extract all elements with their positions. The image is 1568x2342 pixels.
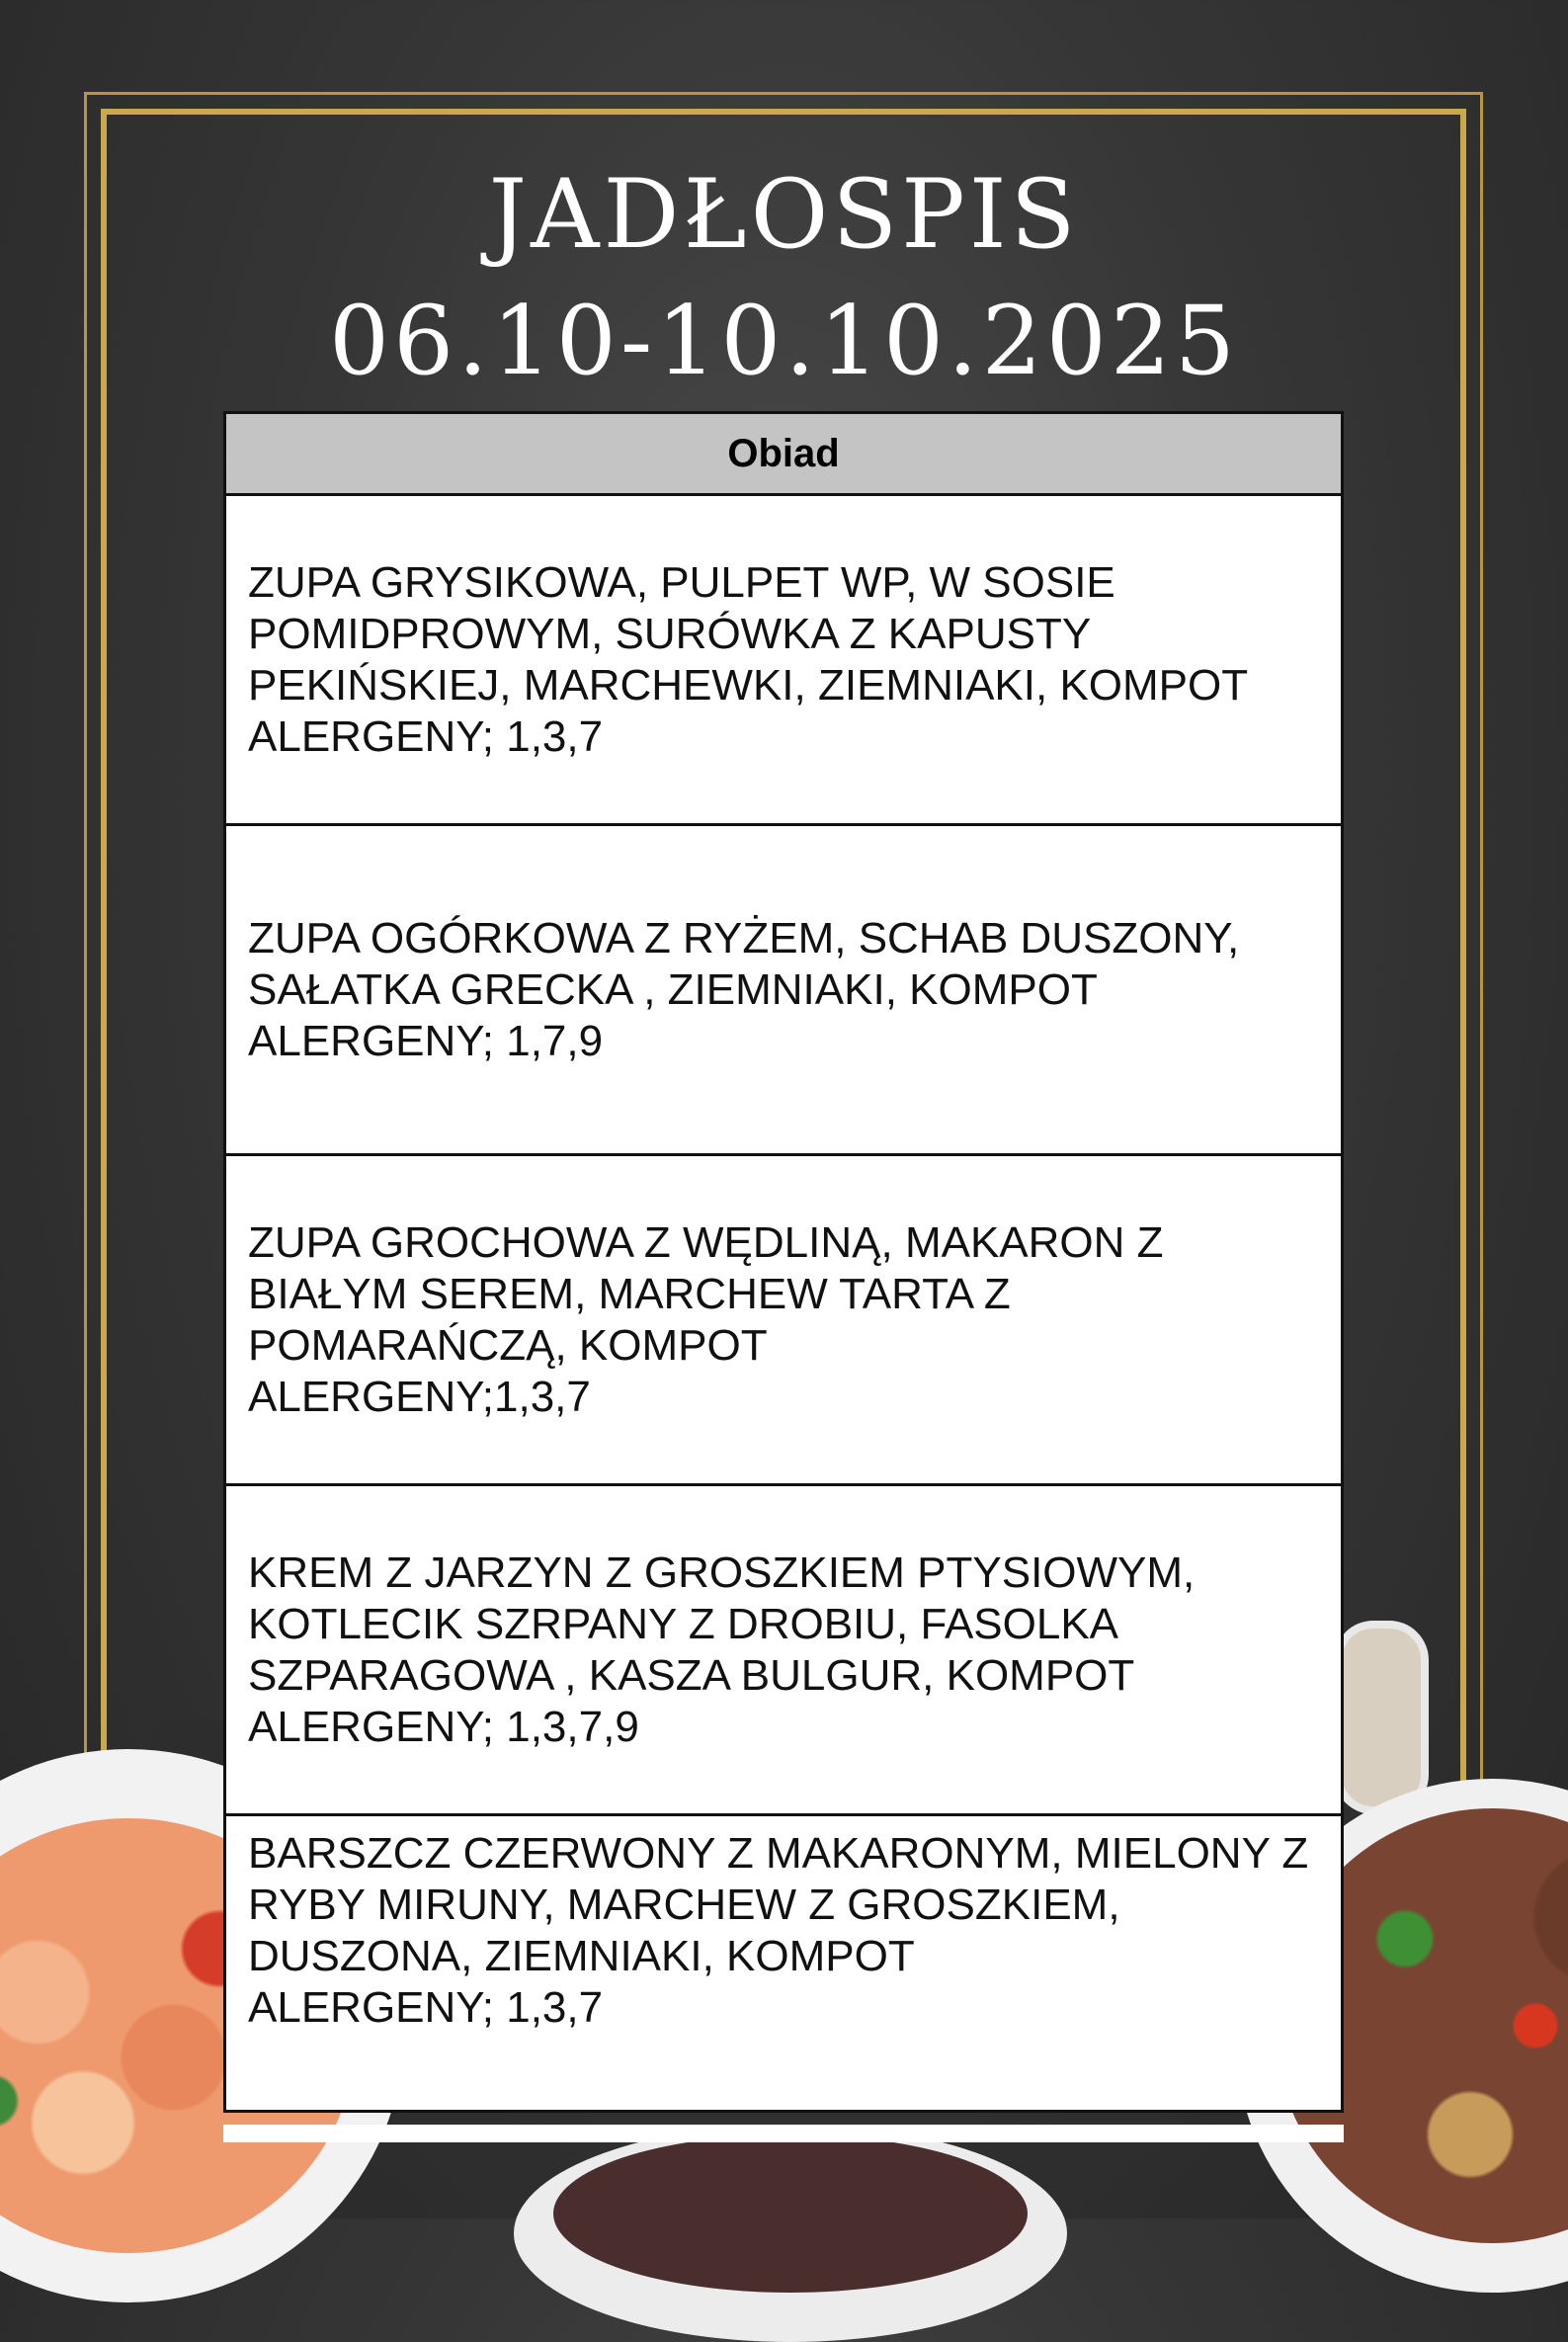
menu-cell: [225, 1485, 1343, 1815]
menu-table: [223, 411, 1344, 2113]
menu-cell: [225, 1815, 1343, 2112]
menu-cell: [225, 1155, 1343, 1485]
menu-dates: 06.10-10.10.2025: [329, 286, 1239, 396]
column-header-obiad: Obiad: [225, 413, 1343, 495]
table-row: [225, 1815, 1343, 2112]
allergens-text: ALERGENY; 1,3,7: [248, 1983, 604, 2032]
allergens-text: ALERGENY;1,3,7: [248, 1372, 591, 1421]
table-row: [225, 1485, 1343, 1815]
allergens-text: ALERGENY; 1,3,7,9: [248, 1702, 639, 1751]
menu-title: JADŁOSPIS: [488, 159, 1080, 270]
table-row: [225, 825, 1343, 1155]
soup-cup-photo: [1334, 1621, 1429, 1814]
table-bottom-strip: [223, 2125, 1344, 2142]
dish-description: ZUPA GROCHOWA Z WĘDLINĄ, MAKARON Z BIAŁYM SEREM, MARCHEW TARTA Z POMARAŃCZĄ, KOMPOT: [248, 1217, 1164, 1370]
table-row: [225, 495, 1343, 825]
table-row: [225, 1155, 1343, 1485]
meat-dish-photo: [553, 2134, 1028, 2293]
menu-cell: [225, 825, 1343, 1155]
dish-description: BARSZCZ CZERWONY Z MAKARONYM, MIELONY Z RYBY MIRUNY, MARCHEW Z GROSZKIEM, DUSZONA, ZIEMNIAKI, KOMPOT: [248, 1829, 1309, 1980]
allergens-text: ALERGENY; 1,3,7: [248, 711, 604, 761]
allergens-text: ALERGENY; 1,7,9: [248, 1016, 604, 1065]
menu-cell: [225, 495, 1343, 825]
dish-description: ZUPA OGÓRKOWA Z RYŻEM, SCHAB DUSZONY, SAŁATKA GRECKA , ZIEMNIAKI, KOMPOT: [248, 913, 1240, 1014]
dish-description: ZUPA GRYSIKOWA, PULPET WP, W SOSIE POMIDPROWYM, SURÓWKA Z KAPUSTY PEKIŃSKIEJ, MARCHEWKI, ZIEMNIAKI, KOMPOT: [248, 557, 1249, 710]
dish-description: KREM Z JARZYN Z GROSZKIEM PTYSIOWYM, KOTLECIK SZRPANY Z DROBIU, FASOLKA SZPARAGOWA , KASZA BULGUR, KOMPOT: [248, 1547, 1196, 1700]
